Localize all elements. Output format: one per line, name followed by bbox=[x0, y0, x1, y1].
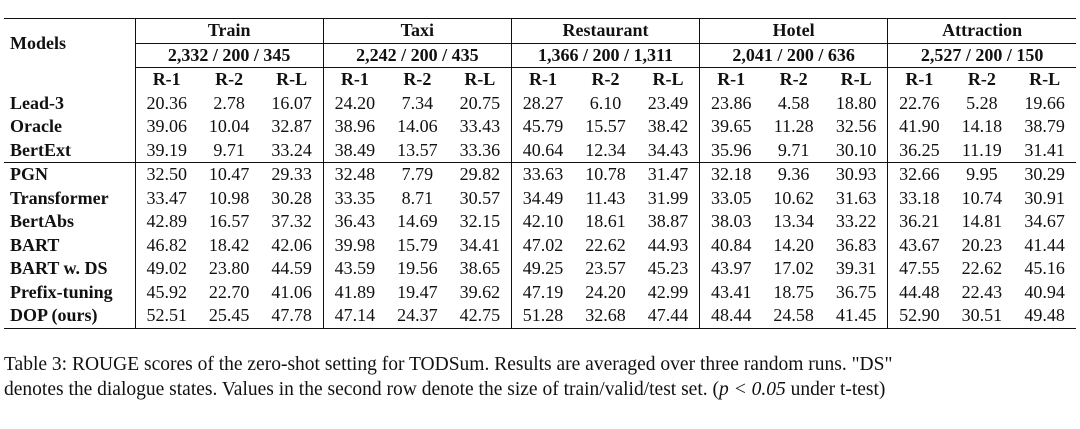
score-cell: 52.51 bbox=[135, 304, 198, 328]
score-cell: 43.59 bbox=[323, 257, 386, 281]
size-attraction: 2,527 / 200 / 150 bbox=[888, 43, 1076, 68]
score-cell: 40.64 bbox=[511, 139, 574, 163]
score-cell: 47.55 bbox=[888, 257, 951, 281]
score-cell: 43.67 bbox=[888, 234, 951, 258]
score-cell: 9.71 bbox=[777, 139, 810, 160]
score-cell: 39.62 bbox=[459, 281, 501, 302]
score-cell: 14.20 bbox=[773, 234, 814, 255]
score-cell: 39.98 bbox=[323, 234, 386, 258]
score-cell: 20.75 bbox=[459, 92, 501, 113]
score-cell: 45.23 bbox=[647, 258, 689, 278]
model-name: Lead-3 bbox=[10, 92, 64, 113]
score-cell: 38.96 bbox=[323, 115, 386, 139]
score-cell: 25.45 bbox=[198, 304, 261, 328]
score-cell: 22.43 bbox=[961, 281, 1003, 302]
metric-header: R-1 bbox=[888, 68, 951, 92]
score-cell: 9.36 bbox=[762, 163, 825, 187]
score-cell: 31.41 bbox=[1024, 139, 1065, 160]
metric-header: R-1 bbox=[700, 68, 763, 92]
score-cell: 24.20 bbox=[323, 92, 386, 116]
score-cell: 8.71 bbox=[401, 187, 434, 208]
table-row bbox=[4, 115, 1076, 139]
score-cell: 46.82 bbox=[135, 234, 198, 258]
domain-header-attraction: Attraction bbox=[888, 19, 1076, 44]
score-cell: 32.18 bbox=[700, 163, 763, 187]
domain-header-taxi: Taxi bbox=[323, 19, 511, 44]
score-cell: 11.19 bbox=[961, 139, 1002, 160]
score-cell: 22.62 bbox=[585, 234, 626, 255]
score-cell: 31.47 bbox=[637, 163, 700, 187]
score-cell: 4.58 bbox=[777, 92, 810, 113]
domain-header-row bbox=[4, 19, 1076, 44]
score-cell: 47.19 bbox=[511, 281, 574, 305]
model-name: BART bbox=[10, 234, 60, 255]
score-cell: 44.48 bbox=[888, 281, 951, 305]
score-cell: 28.27 bbox=[511, 92, 574, 116]
metric-header: R-2 bbox=[215, 69, 244, 89]
score-cell: 42.89 bbox=[135, 210, 198, 234]
table-row bbox=[4, 234, 1076, 258]
score-cell: 33.24 bbox=[271, 139, 312, 160]
score-cell: 11.43 bbox=[585, 187, 626, 208]
score-cell: 24.37 bbox=[386, 304, 449, 328]
score-cell: 12.34 bbox=[585, 139, 626, 160]
score-cell: 14.06 bbox=[397, 116, 438, 136]
score-cell: 41.06 bbox=[271, 281, 312, 302]
score-cell: 23.49 bbox=[647, 92, 689, 113]
score-cell: 38.42 bbox=[647, 116, 689, 136]
score-cell: 47.44 bbox=[637, 304, 700, 328]
score-cell: 39.31 bbox=[835, 258, 877, 278]
score-cell: 10.98 bbox=[208, 187, 250, 208]
score-cell: 32.15 bbox=[459, 211, 501, 231]
score-cell: 10.74 bbox=[961, 187, 1003, 208]
score-cell: 33.18 bbox=[888, 187, 951, 211]
score-cell: 14.18 bbox=[961, 116, 1003, 136]
domain-header-train: Train bbox=[135, 19, 323, 44]
domain-header-restaurant: Restaurant bbox=[511, 19, 699, 44]
score-cell: 9.71 bbox=[213, 139, 245, 160]
table-row bbox=[4, 281, 1076, 305]
metric-header: R-2 bbox=[967, 69, 996, 89]
table-row bbox=[4, 139, 1076, 163]
score-cell: 33.63 bbox=[511, 163, 574, 187]
score-cell: 16.57 bbox=[208, 211, 250, 231]
score-cell: 41.45 bbox=[825, 304, 888, 328]
metric-header-row bbox=[4, 68, 1076, 92]
score-cell: 2.78 bbox=[213, 92, 245, 113]
score-cell: 13.34 bbox=[773, 211, 814, 231]
score-cell: 33.22 bbox=[835, 211, 877, 231]
score-cell: 16.07 bbox=[271, 92, 312, 113]
score-cell: 30.57 bbox=[459, 187, 501, 208]
score-cell: 22.70 bbox=[208, 281, 250, 302]
models-column-header: Models bbox=[4, 19, 135, 68]
score-cell: 35.96 bbox=[700, 139, 763, 163]
score-cell: 36.83 bbox=[835, 234, 877, 255]
size-restaurant: 1,366 / 200 / 1,311 bbox=[511, 43, 699, 68]
score-cell: 49.48 bbox=[1013, 304, 1076, 328]
table-caption bbox=[4, 352, 1076, 402]
caption-line-1: Table 3: ROUGE scores of the zero-shot setting for TODSum. Results are averaged over three random runs. "DS" bbox=[4, 354, 893, 375]
score-cell: 36.75 bbox=[835, 281, 877, 302]
metric-header: R-L bbox=[652, 69, 684, 89]
table-row bbox=[4, 163, 1076, 187]
score-cell: 31.99 bbox=[647, 187, 689, 208]
score-cell: 48.44 bbox=[700, 304, 763, 328]
score-cell: 40.84 bbox=[700, 234, 763, 258]
metric-header: R-2 bbox=[591, 69, 620, 89]
model-name: BertAbs bbox=[10, 211, 74, 231]
score-cell: 22.76 bbox=[888, 92, 951, 116]
score-cell: 23.57 bbox=[585, 258, 626, 278]
table-row bbox=[4, 187, 1076, 211]
score-cell: 10.78 bbox=[574, 163, 637, 187]
score-cell: 44.93 bbox=[647, 234, 689, 255]
score-cell: 23.80 bbox=[208, 258, 250, 278]
score-cell: 43.41 bbox=[700, 281, 763, 305]
model-name: DOP (ours) bbox=[4, 304, 135, 328]
score-cell: 33.05 bbox=[700, 187, 763, 211]
score-cell: 32.48 bbox=[323, 163, 386, 187]
score-cell: 30.10 bbox=[835, 139, 877, 160]
score-cell: 36.25 bbox=[888, 139, 951, 163]
score-cell: 47.78 bbox=[261, 304, 324, 328]
size-train: 2,332 / 200 / 345 bbox=[135, 43, 323, 68]
score-cell: 31.63 bbox=[835, 187, 877, 208]
caption-math: p < 0.05 bbox=[719, 379, 786, 400]
table-body bbox=[4, 92, 1076, 329]
score-cell: 7.79 bbox=[386, 163, 449, 187]
metric-header: R-2 bbox=[779, 69, 808, 89]
score-cell: 18.61 bbox=[585, 211, 626, 231]
score-cell: 29.33 bbox=[261, 163, 324, 187]
results-table bbox=[4, 18, 1076, 329]
score-cell: 10.62 bbox=[773, 187, 814, 208]
table-header bbox=[4, 19, 1076, 92]
score-cell: 20.36 bbox=[135, 92, 198, 116]
score-cell: 18.42 bbox=[208, 234, 250, 255]
score-cell: 33.36 bbox=[459, 139, 501, 160]
score-cell: 32.68 bbox=[574, 304, 637, 328]
score-cell: 14.69 bbox=[397, 211, 438, 231]
table-row bbox=[4, 92, 1076, 116]
metric-header: R-L bbox=[1029, 69, 1061, 89]
score-cell: 24.58 bbox=[762, 304, 825, 328]
score-cell: 44.59 bbox=[271, 258, 312, 278]
score-cell: 49.02 bbox=[135, 257, 198, 281]
metric-header: R-L bbox=[276, 69, 308, 89]
table-row bbox=[4, 210, 1076, 234]
score-cell: 29.82 bbox=[449, 163, 512, 187]
score-cell: 14.81 bbox=[961, 211, 1003, 231]
score-cell: 15.57 bbox=[585, 116, 626, 136]
score-cell: 22.62 bbox=[961, 258, 1003, 278]
score-cell: 24.20 bbox=[585, 281, 626, 302]
score-cell: 49.25 bbox=[511, 257, 574, 281]
score-cell: 38.87 bbox=[647, 211, 689, 231]
score-cell: 19.56 bbox=[397, 258, 438, 278]
metric-header: R-1 bbox=[323, 68, 386, 92]
table-row bbox=[4, 304, 1076, 328]
score-cell: 33.47 bbox=[135, 187, 198, 211]
score-cell: 13.57 bbox=[397, 139, 438, 160]
score-cell: 17.02 bbox=[773, 258, 814, 278]
score-cell: 30.93 bbox=[825, 163, 888, 187]
model-name: Oracle bbox=[10, 116, 62, 136]
metric-header: R-1 bbox=[511, 68, 574, 92]
model-name: Transformer bbox=[10, 187, 109, 208]
score-cell: 39.65 bbox=[700, 115, 763, 139]
score-cell: 30.29 bbox=[1013, 163, 1076, 187]
score-cell: 42.06 bbox=[271, 234, 312, 255]
score-cell: 38.03 bbox=[700, 210, 763, 234]
score-cell: 36.43 bbox=[323, 210, 386, 234]
score-cell: 45.16 bbox=[1024, 258, 1065, 278]
score-cell: 41.44 bbox=[1024, 234, 1065, 255]
score-cell: 18.80 bbox=[835, 92, 877, 113]
score-cell: 5.28 bbox=[966, 92, 998, 113]
size-hotel: 2,041 / 200 / 636 bbox=[700, 43, 888, 68]
score-cell: 42.75 bbox=[449, 304, 512, 328]
score-cell: 42.10 bbox=[511, 210, 574, 234]
score-cell: 39.19 bbox=[135, 139, 198, 163]
score-cell: 34.43 bbox=[647, 139, 689, 160]
score-cell: 20.23 bbox=[961, 234, 1003, 255]
score-cell: 45.92 bbox=[135, 281, 198, 305]
size-header-row bbox=[4, 43, 1076, 68]
score-cell: 40.94 bbox=[1024, 281, 1065, 302]
score-cell: 37.32 bbox=[271, 211, 312, 231]
score-cell: 32.87 bbox=[271, 116, 312, 136]
score-cell: 10.47 bbox=[198, 163, 261, 187]
metric-row-spacer bbox=[4, 68, 135, 92]
score-cell: 10.04 bbox=[208, 116, 250, 136]
score-cell: 34.67 bbox=[1024, 211, 1065, 231]
score-cell: 19.47 bbox=[397, 281, 438, 302]
score-cell: 51.28 bbox=[511, 304, 574, 328]
score-cell: 18.75 bbox=[773, 281, 814, 302]
metric-header: R-L bbox=[840, 69, 872, 89]
model-name: BART w. DS bbox=[10, 258, 108, 278]
caption-line-2-end: under t-test) bbox=[785, 379, 886, 400]
score-cell: 38.79 bbox=[1024, 116, 1065, 136]
score-cell: 41.89 bbox=[323, 281, 386, 305]
score-cell: 6.10 bbox=[589, 92, 622, 113]
score-cell: 30.91 bbox=[1024, 187, 1065, 208]
score-cell: 41.90 bbox=[888, 115, 951, 139]
score-cell: 38.65 bbox=[459, 258, 501, 278]
model-name: BertExt bbox=[10, 139, 71, 160]
score-cell: 11.28 bbox=[773, 116, 814, 136]
score-cell: 7.34 bbox=[401, 92, 434, 113]
score-cell: 33.35 bbox=[323, 187, 386, 211]
caption-line-2 bbox=[4, 377, 1076, 402]
score-cell: 36.21 bbox=[888, 210, 951, 234]
score-cell: 33.43 bbox=[459, 116, 501, 136]
score-cell: 45.79 bbox=[511, 115, 574, 139]
score-cell: 34.49 bbox=[511, 187, 574, 211]
score-cell: 15.79 bbox=[397, 234, 438, 255]
table-row bbox=[4, 257, 1076, 281]
score-cell: 43.97 bbox=[700, 257, 763, 281]
caption-line-2-text: denotes the dialogue states. Values in the second row denote the size of train/valid/test set. ( bbox=[4, 379, 719, 400]
score-cell: 34.41 bbox=[459, 234, 501, 255]
score-cell: 19.66 bbox=[1024, 92, 1065, 113]
score-cell: 32.66 bbox=[888, 163, 951, 187]
domain-header-hotel: Hotel bbox=[700, 19, 888, 44]
score-cell: 32.56 bbox=[835, 116, 877, 136]
score-cell: 39.06 bbox=[135, 115, 198, 139]
size-taxi: 2,242 / 200 / 435 bbox=[323, 43, 511, 68]
score-cell: 9.95 bbox=[950, 163, 1013, 187]
score-cell: 42.99 bbox=[647, 281, 689, 302]
metric-header: R-L bbox=[464, 69, 496, 89]
score-cell: 47.02 bbox=[511, 234, 574, 258]
score-cell: 38.49 bbox=[323, 139, 386, 163]
score-cell: 52.90 bbox=[888, 304, 951, 328]
score-cell: 23.86 bbox=[700, 92, 763, 116]
metric-header: R-2 bbox=[403, 69, 432, 89]
score-cell: 30.28 bbox=[271, 187, 312, 208]
score-cell: 47.14 bbox=[323, 304, 386, 328]
score-cell: 32.50 bbox=[135, 163, 198, 187]
metric-header: R-1 bbox=[135, 68, 198, 92]
model-name: PGN bbox=[4, 163, 135, 187]
model-name: Prefix-tuning bbox=[10, 281, 113, 302]
score-cell: 30.51 bbox=[950, 304, 1013, 328]
